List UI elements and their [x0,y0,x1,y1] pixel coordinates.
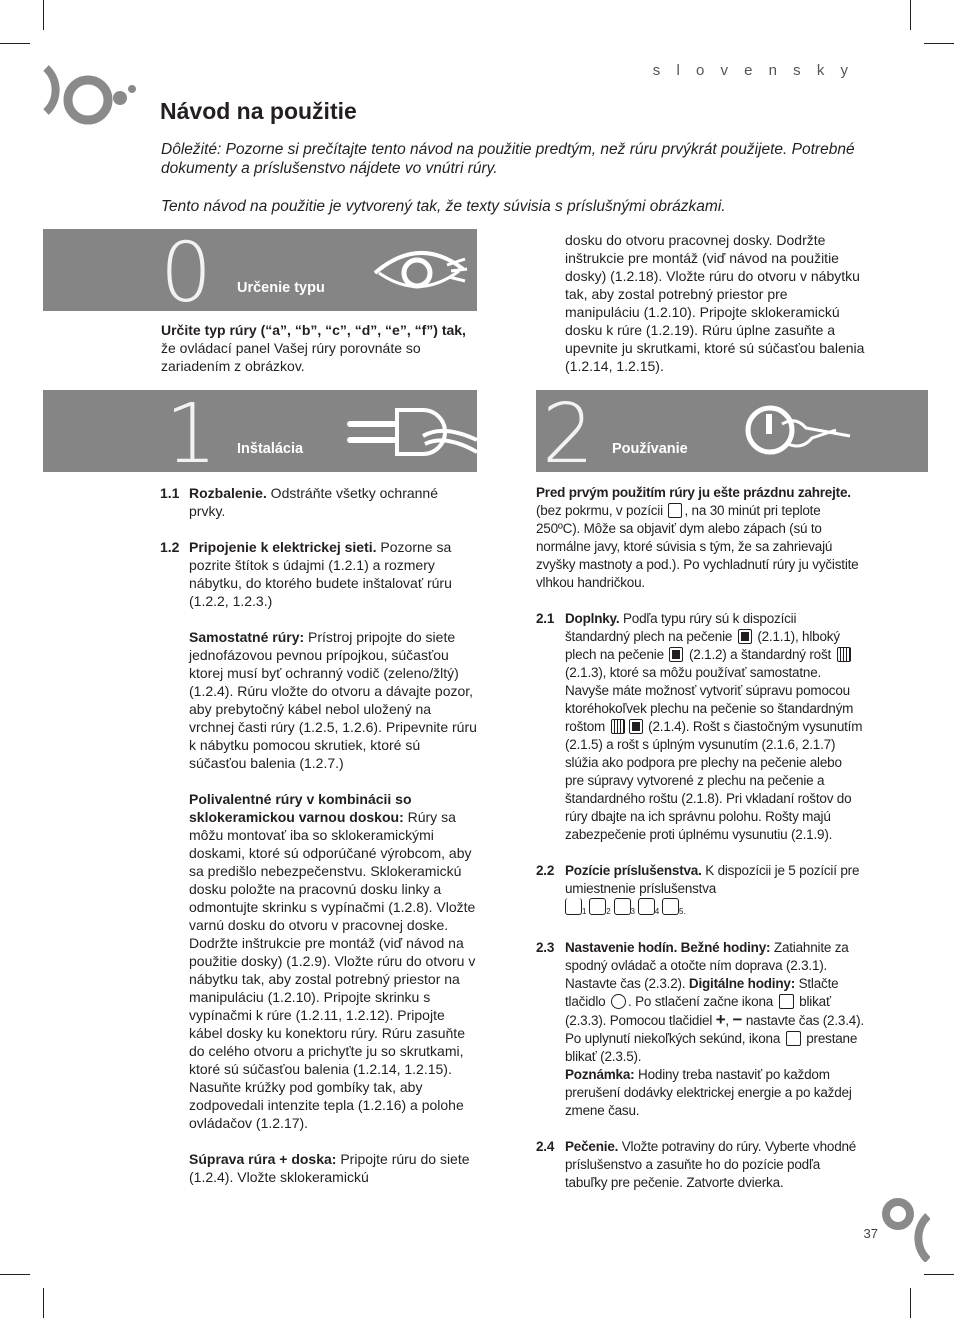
section-0-body [161,321,477,375]
position-5-icon [662,898,679,915]
position-2-icon [589,898,606,915]
deep-tray-icon [669,647,683,662]
brand-logo-icon [40,62,140,138]
type-bold: Určite typ rúry (“a”, “b”, “c”, “d”, “e”, “f”) tak, [161,322,466,338]
section-2-header [536,387,928,482]
grill-rack-icon [611,719,625,734]
section-label: Určenie typu [237,280,325,296]
baking-tray-icon [738,629,752,644]
oven-position-icon [668,503,682,518]
intro-important: Dôležité: Pozorne si prečítajte tento návod na použitie predtým, než rúru prvýkrát použijete. Potrebné dokumenty a príslušenstvo nájdete vo vnútri rúry. [161,141,855,177]
section-2-body: Pred prvým použitím rúry ju ešte prázdnu zahrejte. (bez pokrmu, v pozícii , na 30 minút pri teplote 250ºC). Môže sa objaviť dym alebo zápach (sú to normálne javy, ktoré súvisia s tým, že sa zahrievajú zvyšky mastnoty a pod.). Po vychladnutí rúry ju vyčistite vlhkou handričkou. 2.1 Doplnky. Podľa typu rúry sú k dispozícii štandardný plech na pečenie (2.1.1), hlboký plech na pečenie (2.1.2) a štandardný rošt (2.1.3), ktoré sa môžu používať samostatne. Navyše máte možnosť vytvoriť súpravu pomocou ktoréhokoľvek plechu na pečenie so štandardným roštom (2.1.4). Rošt s čiastočným vysunutím (2.1.5) a rošt s úplným vysunutím (2.1.6, 2.1.7) slúžia ako podpora pre plechy na pečenie alebo pre súpravy vytvorené z plechu na pečenie a štandardného roštu (2.1.8). Pri vkladaní roštov do rúry dbajte na ich správnu polohu. Rošty majú zabezpečenie proti úplnému vysunutiu (2.1.9). 2.2 Pozície príslušenstva. K dispozícii je 5 pozícií pre umiestnenie príslušenstva $_1$ $_2$ $_3$ $_4$ $_{5.}$ 2.3 Nastavenie hodín. Bežné hodiny: Zatiahnite za spodný ovládač a otočte ním doprava (2.3.1). Nastavte čas (2.3.2). Digitálne hodiny: Stlačte tlačidlo . Po stlačení začne ikona blikať (2.3.3). Pomocou tlačidiel +, − nastavte čas (2.3.4). Po uplynutí niekoľkých sekúnd, ikona prestane blikať (2.3.5). Poznámka: Hodiny treba nastaviť po každom prerušení dodávky elektrickej energie a po každej zmene času. 2.4 Pečenie. Vložte potraviny do rúry. Vyberte vhodné príslušenstvo a zasuňte ho do pozície podľa tabuľky pre pečenie. Zatvorte dvierka. [536,485,864,1190]
list-item: 1.1 Rozbalenie. Odstráňte všetky ochranné prvky. [160,485,438,519]
crop-mark [910,0,911,30]
section-number: 0 [160,226,213,321]
list-item: 2.1 Doplnky. Podľa typu rúry sú k dispozícii štandardný plech na pečenie (2.1.1), hlboký plech na pečenie (2.1.2) a štandardný rošt (2.1.3), ktoré sa môžu používať samostatne. Navyše máte možnosť vytvoriť súpravu pomocou ktoréhokoľvek plechu na pečenie so štandardným roštom (2.1.4). Rošt s čiastočným vysunutím (2.1.5) a rošt s úplným vysunutím (2.1.6, 2.1.7) slúžia ako podpora pre plechy na pečenie alebo pre súpravy vytvorené z plechu na pečenie a štandardného roštu (2.1.8). Pri vkladaní roštov do rúry dbajte na ich správnu polohu. Rošty majú zabezpečenie proti úplnému vysunutiu (2.1.9). [536,611,863,842]
clock-indicator-icon [779,994,794,1009]
crop-mark [0,43,30,44]
type-text: že ovládací panel Vašej rúry porovnáte so zariadením z obrázkov. [161,340,421,374]
section-1-header [43,387,477,482]
crop-mark [924,43,954,44]
position-3-icon [614,898,631,915]
crop-mark [924,1274,954,1275]
clock-icon [611,994,626,1009]
position-1-icon [565,898,582,915]
list-item: 1.2 Pripojenie k elektrickej sieti. Pozorne sa pozrite štítok s údajmi (1.2.1) a rozmery nábytku, do ktorého budete inštalovať rúru (1.2.2, 1.2.3.) Samostatné rúry: Prístroj pripojte do siete jednofázovou pevnou prípojkou, súčasťou ktorej musí byť ochranný vodič (zeleno/žltý) (1.2.4). Rúru vložte do otvoru a dávajte pozor, aby prebytočný kábel nebol uložený na vrchnej časti rúry (1.2.5, 1.2.6). Pripevnite rúru k nábytku pomocou skrutiek, ktoré sú súčasťou balenia (1.2.7.) Polivalentné rúry v kombinácii so sklokeramickou varnou doskou: Rúry sa môžu montovať iba so sklokeramickými doskami, ktoré sú odporúčané výrobcom, aby sa predišlo nebezpečenstvu. Sklokeramickú dosku položte na pracovnú dosku linky a odmontujte skrinku s vypínačmi (1.2.8). Vložte varnú dosku do otvoru v pracovnej doske. Dodržte inštrukcie pre montáž (viď návod na použitie dosky) (1.2.9). Vložte rúru do otvoru v nábytku tak, aby zostal potrebný priestor na manipuláciu (1.2.10). Pripojte skrinku s vypínačmi k rúre (1.2.11, 1.2.12). Pripojte kábel dosky ku konektoru rúry. Rúru zasuňte do celého otvoru a prichyťte ju so skrutkami, ktoré sú súčasťou balenia (1.2.14, 1.2.15). Nasuňte krúžky pod gombíky tak, aby zodpovedali intenzite tepla (1.2.16) a polohe ovládačov (1.2.17). Súprava rúra + doska: Pripojte rúru do siete (1.2.4). Vložte sklokeramickú [160,539,477,1185]
crop-mark [910,1288,911,1318]
section-number: 2 [542,387,595,482]
crop-mark [0,1274,30,1275]
list-item: 2.2 Pozície príslušenstva. K dispozícii je 5 pozícií pre umiestnenie príslušenstva $_1$ $_2$ $_3$ $_4$ $_{5.}$ [536,862,864,921]
plug-icon [343,396,477,466]
list-item: 2.3 Nastavenie hodín. Bežné hodiny: Zatiahnite za spodný ovládač a otočte ním doprava (2.3.1). Nastavte čas (2.3.2). Digitálne hodiny: Stlačte tlačidlo . Po stlačení začne ikona blikať (2.3.3). Pomocou tlačidiel +, − nastavte čas (2.3.4). Po uplynutí niekoľkých sekúnd, ikona prestane blikať (2.3.5). Poznámka: Hodiny treba nastaviť po každom prerušení dodávky elektrickej energie a po každej zmene času. [536,940,864,1118]
page-title: Návod na použitie [160,98,357,124]
grill-rack-icon [837,647,851,662]
minus-icon: − [732,1010,743,1029]
section-1-continuation: dosku do otvoru pracovnej dosky. Dodržte inštrukcie pre montáž (viď návod na použitie dosky) (1.2.18). Vložte rúru do otvoru v nábytku tak, aby zostal potrebný priestor pre manipuláciu (1.2.10). Pripojte sklokeramickú dosku k rúre (1.2.19). Rúru úplne zasuňte a upevnite ju skrutkami, ktoré sú súčasťou balenia (1.2.14, 1.2.15). [565,232,865,374]
list-item: 2.4 Pečenie. Vložte potraviny do rúry. Vyberte vhodné príslušenstvo a zasuňte ho do pozície podľa tabuľky pre pečenie. Zatvorte dvierka. [536,1139,857,1190]
intro-note: Tento návod na použitie je vytvorený tak, že texty súvisia s príslušnými obrázkami. [161,198,726,215]
crop-mark [43,1288,44,1318]
section-0-header [43,226,477,321]
clock-indicator-icon [786,1031,801,1046]
power-button-icon [740,400,860,464]
positions-row: $_1$ $_2$ $_3$ $_4$ $_{5.}$ [565,898,864,921]
section-label: Inštalácia [237,441,304,457]
eye-icon [369,239,469,299]
section-label: Používanie [612,441,688,457]
language-label: s l o v e n s k y [652,62,854,79]
crop-mark [43,0,44,30]
baking-tray-icon [629,719,643,734]
section-number: 1 [165,387,218,482]
position-4-icon [638,898,655,915]
section-1-body [160,484,478,1186]
page-number: 37 [863,1226,878,1241]
plus-icon: + [715,1010,726,1029]
brand-logo-icon [876,1192,930,1262]
